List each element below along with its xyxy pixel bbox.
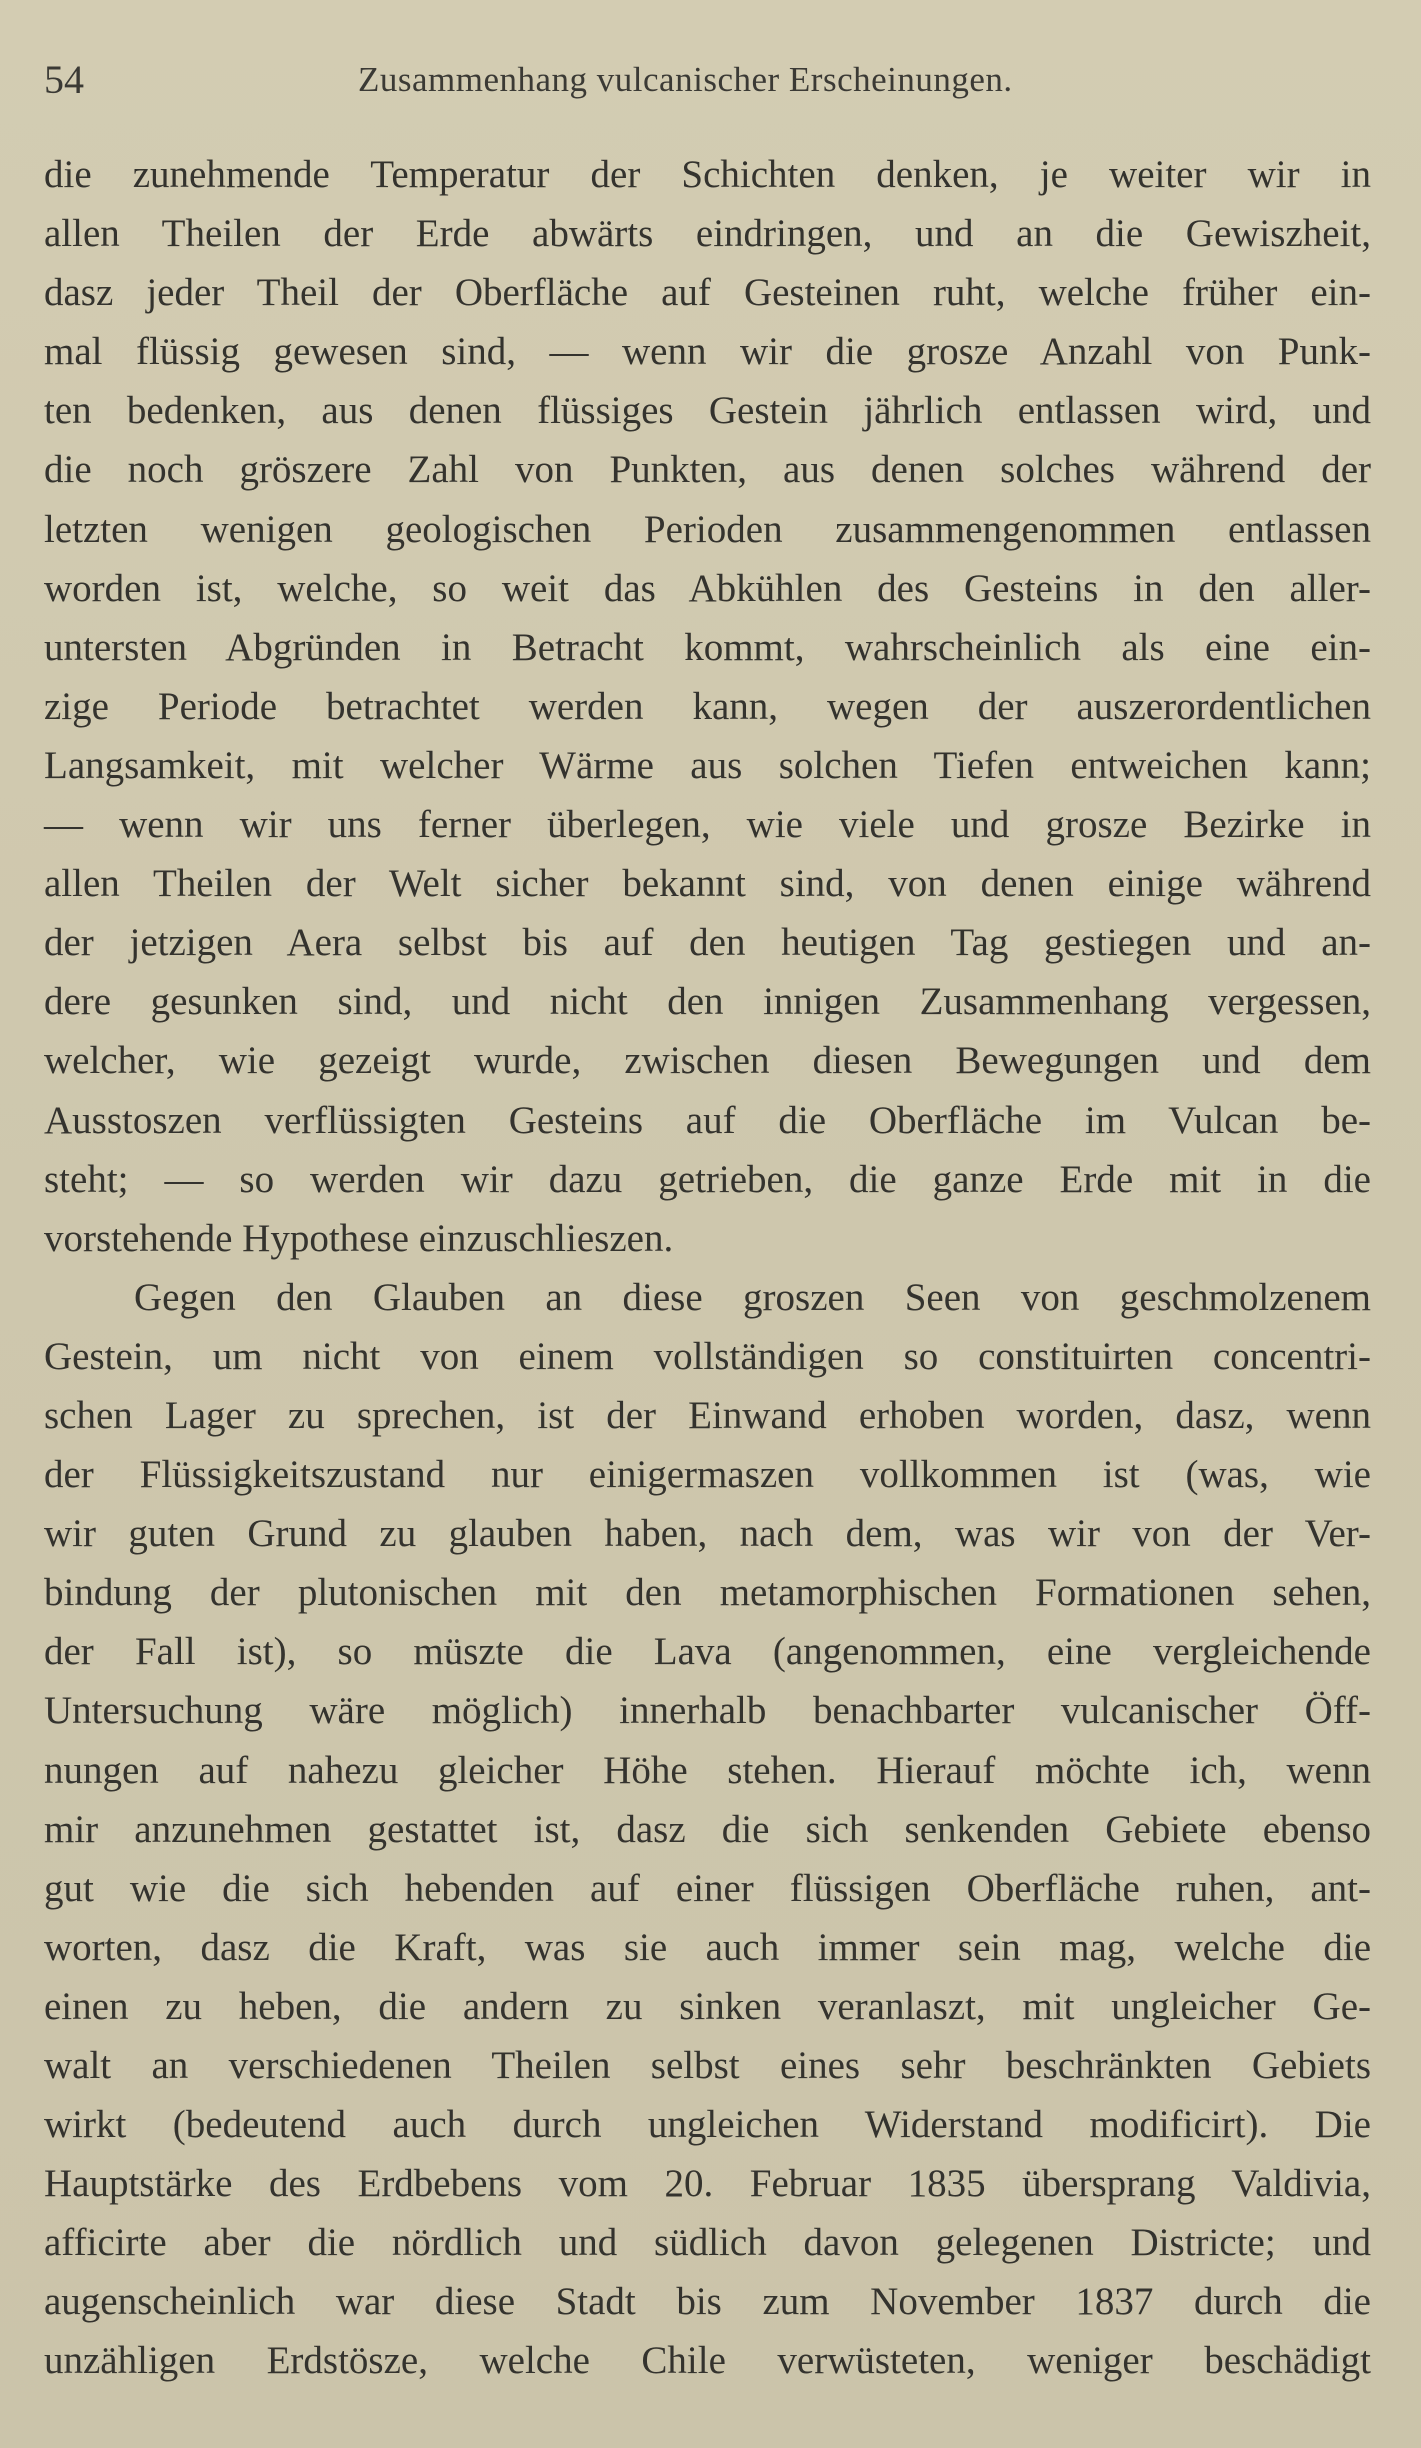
page-number: 54 <box>44 57 84 102</box>
body-text <box>44 145 1371 2391</box>
text-line: schen Lager zu sprechen, ist der Einwand erhoben worden, dasz, wenn <box>44 1393 1371 1437</box>
paragraph-first-line: Gegen den Glauben an diese groszen Seen von geschmolzenem <box>134 1275 1371 1319</box>
text-line: walt an verschiedenen Theilen selbst eines sehr beschränkten Gebiets <box>44 2044 1371 2087</box>
paragraph-last-line: vorstehende Hypothese einzuschlieszen. <box>44 1216 674 1260</box>
text-line: der Fall ist), so müszte die Lava (angenommen, eine vergleichende <box>44 1630 1371 1674</box>
text-line: worten, dasz die Kraft, was sie auch immer sein mag, welche die <box>44 1925 1371 1969</box>
text-line: die zunehmende Temperatur der Schichten denken, je weiter wir in <box>44 153 1371 196</box>
text-line: steht; — so werden wir dazu getrieben, die ganze Erde mit in die <box>44 1157 1371 1201</box>
text-line: worden ist, welche, so weit das Abkühlen des Gesteins in den aller- <box>44 566 1371 610</box>
text-line: augenscheinlich war diese Stadt bis zum November 1837 durch die <box>44 2280 1371 2324</box>
text-line: Langsamkeit, mit welcher Wärme aus solchen Tiefen entweichen kann; <box>44 743 1371 787</box>
text-line: Hauptstärke des Erdbebens vom 20. Februar 1835 übersprang Valdivia, <box>44 2162 1371 2206</box>
text-line: nungen auf nahezu gleicher Höhe stehen. Hierauf möchte ich, wenn <box>44 1748 1371 1792</box>
text-line: untersten Abgründen in Betracht kommt, wahrscheinlich als eine ein- <box>44 625 1371 669</box>
text-line: mal flüssig gewesen sind, — wenn wir die grosze Anzahl von Punk- <box>44 330 1371 374</box>
text-line: mir anzunehmen gestattet ist, dasz die sich senkenden Gebiete ebenso <box>44 1807 1371 1851</box>
text-line: Ausstoszen verflüssigten Gesteins auf die Oberfläche im Vulcan be- <box>44 1098 1371 1142</box>
running-title: Zusammenhang vulcanischer Erscheinungen. <box>358 60 1013 99</box>
text-line: ten bedenken, aus denen flüssiges Gestein jährlich entlassen wird, und <box>44 389 1371 433</box>
text-line: Gestein, um nicht von einem vollständigen so constituirten concentri- <box>44 1334 1371 1378</box>
page-header <box>44 50 1374 110</box>
text-line: welcher, wie gezeigt wurde, zwischen diesen Bewegungen und dem <box>44 1039 1371 1083</box>
text-line: gut wie die sich hebenden auf einer flüssigen Oberfläche ruhen, ant- <box>44 1866 1371 1910</box>
text-line: zige Periode betrachtet werden kann, wegen der auszerordentlichen <box>44 684 1371 728</box>
text-line: afficirte aber die nördlich und südlich davon gelegenen Districte; und <box>44 2221 1371 2265</box>
text-line: dasz jeder Theil der Oberfläche auf Gesteinen ruht, welche früher ein- <box>44 271 1371 315</box>
text-line: letzten wenigen geologischen Perioden zusammengenommen entlassen <box>44 507 1371 551</box>
text-line: allen Theilen der Welt sicher bekannt sind, von denen einige während <box>44 862 1371 906</box>
text-line: die noch gröszere Zahl von Punkten, aus denen solches während der <box>44 448 1371 492</box>
text-line: der Flüssigkeitszustand nur einigermaszen vollkommen ist (was, wie <box>44 1453 1371 1497</box>
text-line: der jetzigen Aera selbst bis auf den heutigen Tag gestiegen und an- <box>44 921 1371 965</box>
text-line: einen zu heben, die andern zu sinken veranlaszt, mit ungleicher Ge- <box>44 1984 1371 2028</box>
text-line: unzähligen Erdstösze, welche Chile verwüsteten, weniger beschädigt <box>44 2339 1371 2383</box>
text-line: wirkt (bedeutend auch durch ungleichen Widerstand modificirt). Die <box>44 2103 1371 2147</box>
text-line: allen Theilen der Erde abwärts eindringen, und an die Gewiszheit, <box>44 212 1371 256</box>
text-line: — wenn wir uns ferner überlegen, wie viele und grosze Bezirke in <box>44 803 1371 847</box>
text-line: bindung der plutonischen mit den metamorphischen Formationen sehen, <box>44 1571 1371 1615</box>
text-line: wir guten Grund zu glauben haben, nach dem, was wir von der Ver- <box>44 1512 1371 1556</box>
text-line: Untersuchung wäre möglich) innerhalb benachbarter vulcanischer Öff- <box>44 1689 1371 1733</box>
text-line: dere gesunken sind, und nicht den innigen Zusammenhang vergessen, <box>44 980 1371 1024</box>
